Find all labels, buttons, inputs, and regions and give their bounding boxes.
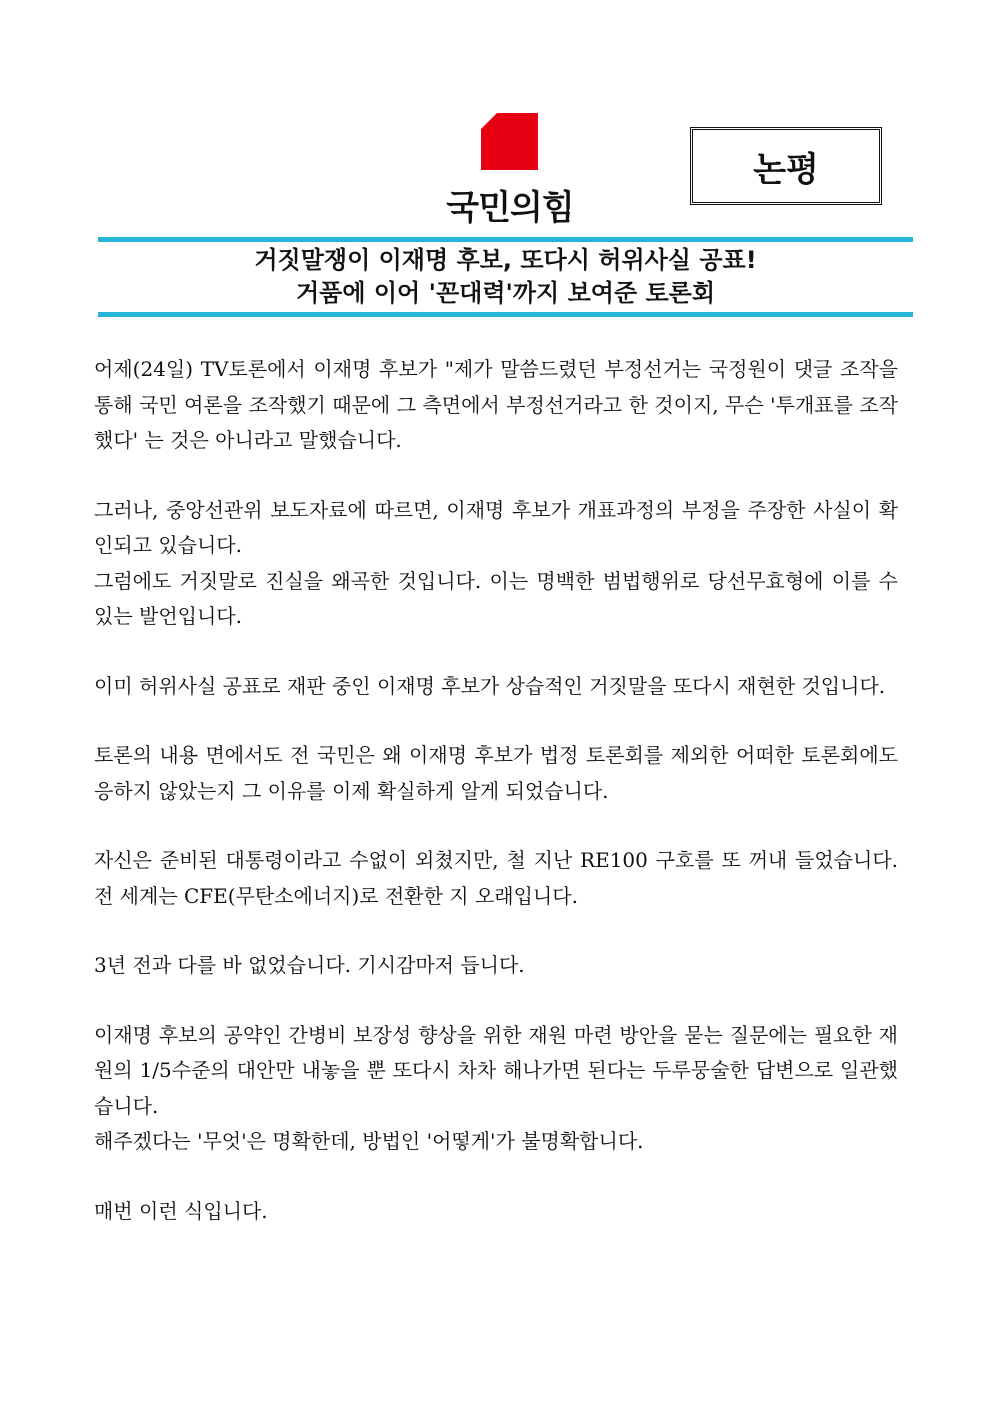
statement-body [94,352,898,1263]
paragraph [94,1018,898,1160]
paragraph [94,352,898,459]
paragraph [94,493,898,635]
paragraph-line: 3년 전과 다를 바 없었습니다. 기시감마저 듭니다. [94,953,525,977]
document-type-label: 논평 [753,149,819,190]
party-logo-text: 국민의힘 [446,188,574,228]
paragraph-line: 자신은 준비된 대통령이라고 수없이 외쳤지만, 철 지난 RE100 구호를 또 꺼내 들었습니다. 전 세계는 CFE(무탄소에너지)로 전환한 지 오래입니다. [94,848,898,908]
document-type-badge [690,127,882,205]
paragraph [94,948,898,984]
logo-mark-icon [481,113,538,170]
headline [98,244,913,310]
paragraph-line: 이재명 후보의 공약인 간병비 보장성 향상을 위한 재원 마련 방안을 묻는 질문에는 필요한 재원의 1/5수준의 대안만 내놓을 뿐 또다시 차차 해나가면 된다는 두루뭉술한 답변으로 일관했습니다. [94,1022,898,1118]
headline-line-1: 거짓말쟁이 이재명 후보, 또다시 허위사실 공표! [254,246,757,274]
headline-line-2: 거품에 이어 '꼰대력'까지 보여준 토론회 [295,279,716,307]
paragraph [94,669,898,705]
paragraph-line: 그럼에도 거짓말로 진실을 왜곡한 것입니다. 이는 명백한 범법행위로 당선무효형에 이를 수 있는 발언입니다. [94,568,898,628]
paragraph [94,738,898,809]
paragraph [94,843,898,914]
headline-top-rule [98,237,913,242]
paragraph-line: 어제(24일) TV토론에서 이재명 후보가 "제가 말씀드렸던 부정선거는 국정원이 댓글 조작을 통해 국민 여론을 조작했기 때문에 그 측면에서 부정선거라고 한 것이지, 무슨 '투개표를 조작했다' 는 것은 아니라고 말했습니다. [94,357,898,452]
paragraph-line: 그러나, 중앙선관위 보도자료에 따르면, 이재명 후보가 개표과정의 부정을 주장한 사실이 확인되고 있습니다. [94,497,898,557]
headline-bottom-rule [98,312,913,317]
paragraph-line: 이미 허위사실 공표로 재판 중인 이재명 후보가 상습적인 거짓말을 또다시 재현한 것입니다. [94,673,886,698]
paragraph-line: 해주겠다는 '무엇'은 명확한데, 방법인 '어떻게'가 불명확합니다. [94,1129,644,1153]
paragraph-line: 매번 이런 식입니다. [94,1198,268,1223]
paragraph-line: 토론의 내용 면에서도 전 국민은 왜 이재명 후보가 법정 토론회를 제외한 어떠한 토론회에도 응하지 않았는지 그 이유를 이제 확실하게 알게 되었습니다. [94,743,898,803]
paragraph [94,1194,898,1230]
